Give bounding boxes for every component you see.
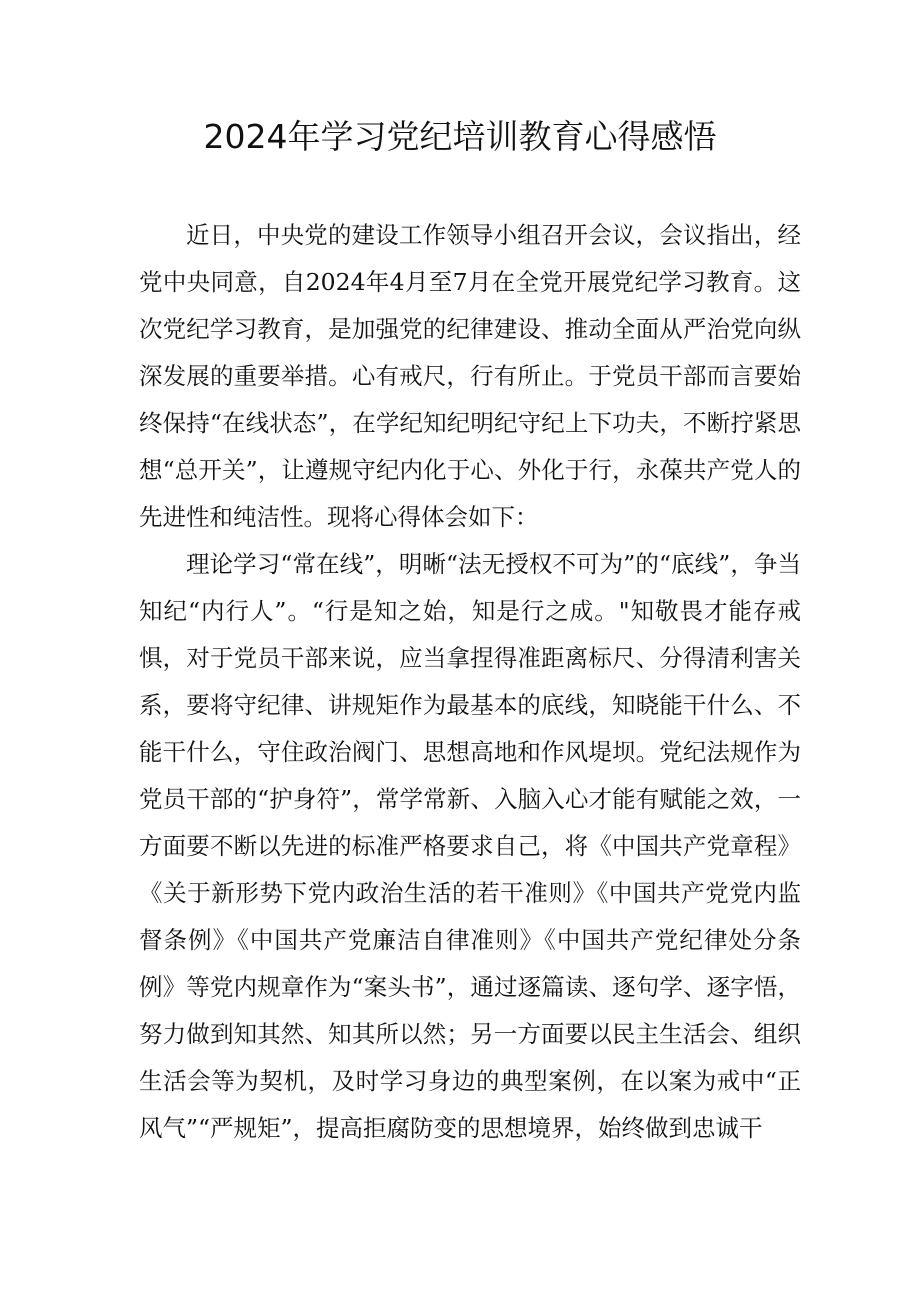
paragraph-theory-study: 理论学习“常在线”，明晰“法无授权不可为”的“底线”，争当知纪“内行人”。“行是知之始，知是行之成。"知敬畏才能存戒惧，对于党员干部来说，应当拿捏得准距离标尺、分得清利害关系，要将守纪律、讲规矩作为最基本的底线，知晓能干什么、不能干什么，守住政治阀门、思想高地和作风堤坝。党纪法规作为党员干部的“护身符”，常学常新、入脑入心才能有赋能之效，一方面要不断以先进的标准严格要求自己，将《中国共产党章程》《关于新形势下党内政治生活的若干准则》《中国共产党党内监督条例》《中国共产党廉洁自律准则》《中国共产党纪律处分条例》等党内规章作为“案头书”，通过逐篇读、逐句学、逐字悟，努力做到知其然、知其所以然；另一方面要以民主生活会、组织生活会等为契机，及时学习身边的典型案例，在以案为戒中“正风气”“严规矩”，提高拒腐防变的思想境界，始终做到忠诚干 [139,550,801,1142]
document-title: 2024年学习党纪培训教育心得感悟 [203,117,717,156]
paragraph-intro: 近日，中央党的建设工作领导小组召开会议，会议指出，经党中央同意，自2024年4月至7月在全党开展党纪学习教育。这次党纪学习教育，是加强党的纪律建设、推动全面从严治党向纵深发展的重要举措。心有戒尺，行有所止。于党员干部而言要始终保持“在线状态”，在学纪知纪明纪守纪上下功夫，不断拧紧思想“总开关”，让遵规守纪内化于心、外化于行，永葆共产党人的先进性和纯洁性。现将心得体会如下： [139,221,801,531]
document-body [139,212,801,1152]
